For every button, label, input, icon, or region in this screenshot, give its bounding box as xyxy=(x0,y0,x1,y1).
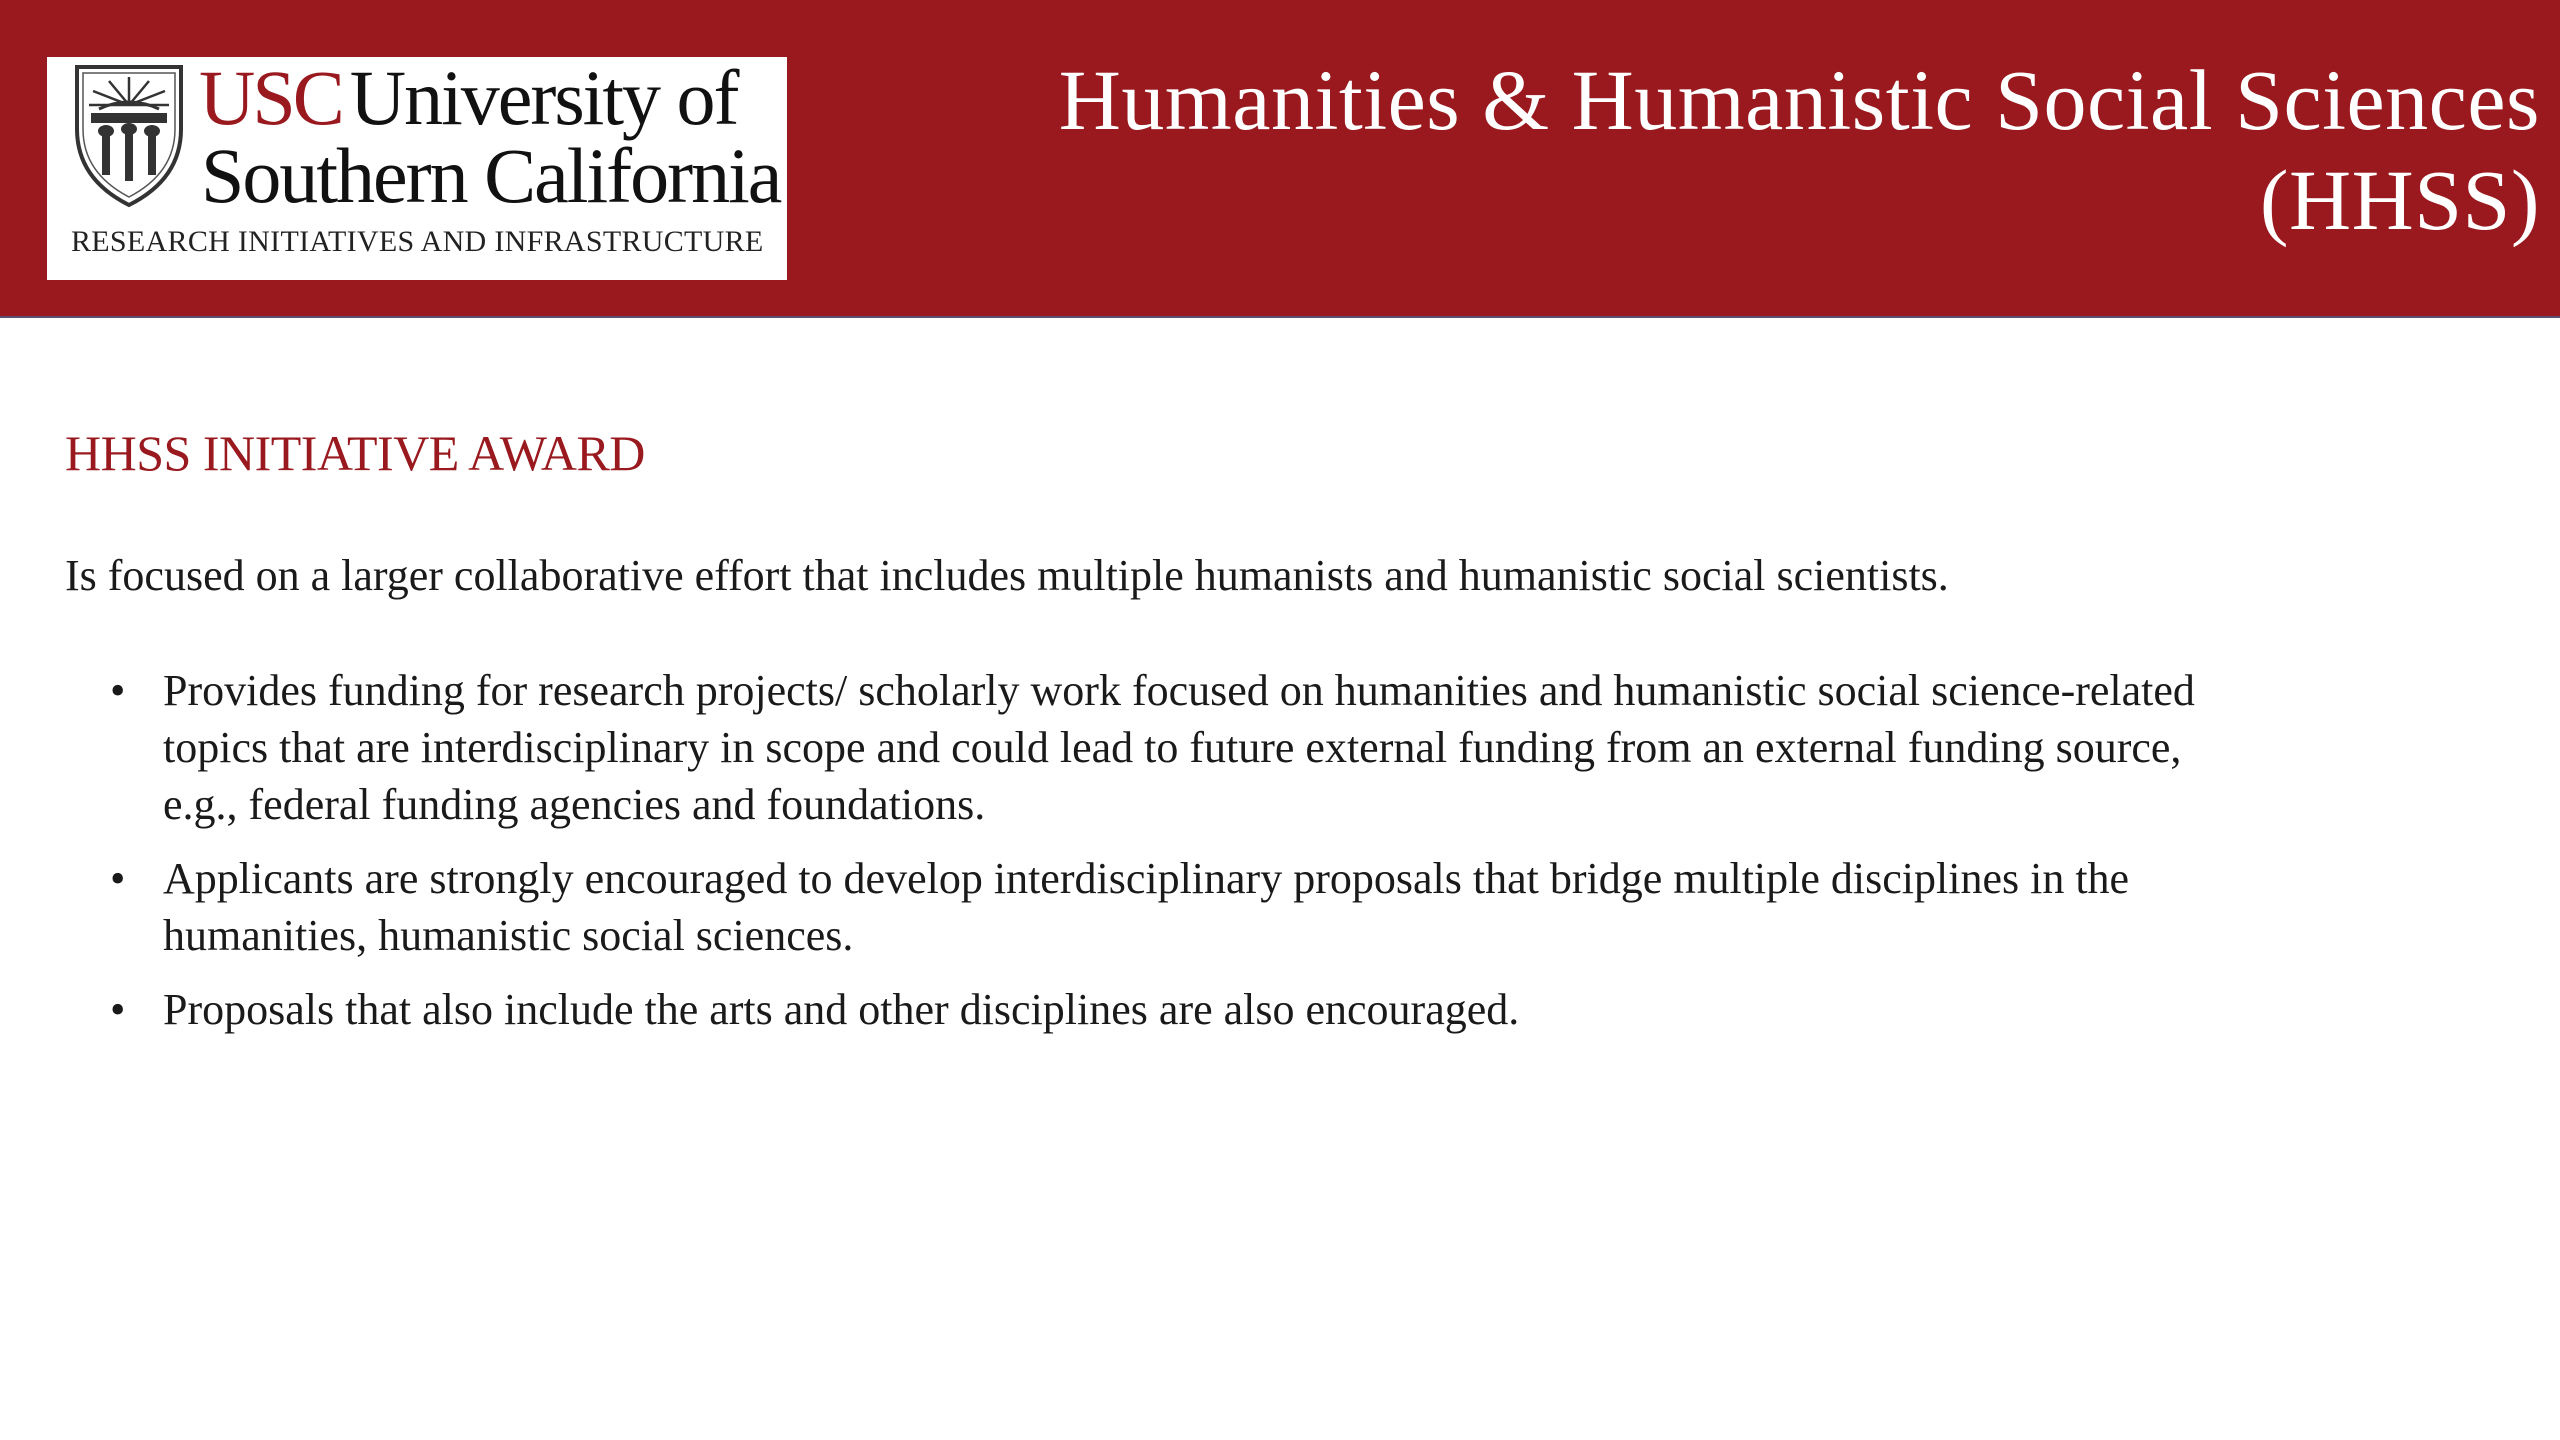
logo-tagline: RESEARCH INITIATIVES AND INFRASTRUCTURE xyxy=(71,225,764,258)
slide-title-line2: (HHSS) xyxy=(2259,152,2540,248)
bullet-line: topics that are interdisciplinary in scope and could lead to future external funding from an external funding source, xyxy=(163,723,2182,772)
slide-title-line1: Humanities & Humanistic Social Sciences xyxy=(1058,52,2540,148)
logo-university-of: University of xyxy=(349,54,738,141)
bullet-line: Provides funding for research projects/ scholarly work focused on humanities and humanistic social science-related xyxy=(163,666,2195,715)
bullet-line: Applicants are strongly encouraged to develop interdisciplinary proposals that bridge multiple disciplines in the xyxy=(163,854,2130,903)
logo-southern-california: Southern California xyxy=(201,132,781,219)
logo-line1 xyxy=(199,54,738,141)
bullet-list xyxy=(100,662,2400,1055)
bullet-icon: • xyxy=(110,666,126,715)
bullet-icon: • xyxy=(110,985,126,1034)
bullet-item xyxy=(100,662,2400,833)
bullet-line: e.g., federal funding agencies and foundations. xyxy=(163,780,986,829)
logo-usc: USC xyxy=(199,54,342,141)
intro-paragraph: Is focused on a larger collaborative effort that includes multiple humanists and humanistic social scientists. xyxy=(65,551,1949,600)
bullet-line: Proposals that also include the arts and other disciplines are also encouraged. xyxy=(163,985,1520,1034)
bullet-item xyxy=(100,850,2400,964)
slide-title xyxy=(1040,50,2540,250)
usc-logo xyxy=(47,54,787,280)
bullet-line: humanities, humanistic social sciences. xyxy=(163,911,854,960)
bullet-item xyxy=(100,981,2400,1038)
header-band xyxy=(0,0,2560,318)
section-heading: HHSS INITIATIVE AWARD xyxy=(65,425,645,481)
bullet-icon: • xyxy=(110,854,126,903)
usc-seal-icon xyxy=(69,61,189,211)
